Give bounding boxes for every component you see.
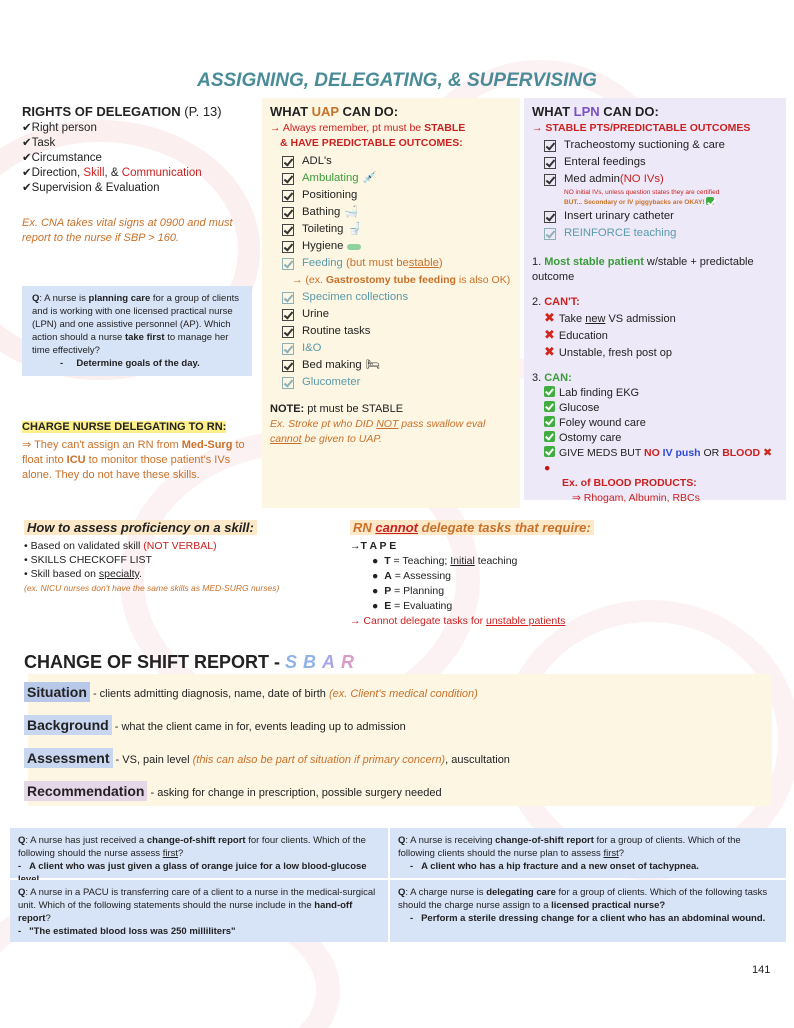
uap-predictable: & HAVE PREDICTABLE OUTCOMES:: [280, 137, 463, 149]
proficiency-section: [24, 520, 324, 595]
question-text: Q: A nurse is planning care for a group of clients and is working with one licensed practical nurse (LPN) and one assistive personnel (AP). Which action should a nurse take first to manage her time effectively?: [32, 293, 239, 356]
lpn-section: [524, 98, 786, 504]
arrow-icon: →: [270, 122, 281, 134]
rights-list: [22, 121, 252, 196]
lpn-can: 3. CAN:: [532, 372, 572, 384]
x-mark-icon: ✖: [763, 447, 773, 459]
sbar-assessment: Assessment - VS, pain level (this can also be part of situation if primary concern), auscultation: [24, 750, 770, 766]
list-item: Ambulating 💉: [282, 171, 512, 186]
list-item: Bed making 🛏: [282, 358, 512, 373]
list-item: Routine tasks: [282, 324, 512, 339]
tape-unstable: → Cannot delegate tasks for unstable patients: [350, 615, 566, 627]
checkmark-icon: ✔: [22, 152, 32, 164]
lpn-cant: 2. CAN'T:: [532, 296, 580, 308]
syringe-icon: 💉: [362, 172, 377, 184]
lpn-tiny-note: BUT... Secondary or IV piggybacks are OKAY!: [564, 197, 778, 207]
sbar-background: Background - what the client came in for, events leading up to admission: [24, 717, 770, 733]
question-box: [390, 880, 786, 942]
lpn-tiny-note: NO initial IVs, unless question states they are certified: [564, 189, 720, 196]
charge-heading: CHARGE NURSE DELEGATING TO RN:: [22, 421, 227, 433]
uap-remember: → Always remember, pt must be STABLE: [270, 122, 466, 134]
checkbox-icon: [544, 211, 556, 223]
lpn-stable: → STABLE PTS/PREDICTABLE OUTCOMES: [532, 122, 751, 134]
question-text: Q: A nurse in a PACU is transferring care of a client to a nurse in the medical-surgical unit. Which of the following statements should the nurse include in the hand-off report?: [18, 887, 376, 924]
checkbox-icon: [282, 326, 294, 338]
checkbox-icon: [544, 140, 556, 152]
proficiency-list: [24, 539, 324, 595]
question-box: [10, 828, 388, 878]
rights-example: Ex. CNA takes vital signs at 0900 and must report to the nurse if SBP > 160.: [22, 217, 233, 244]
proficiency-example: (ex. NICU nurses don't have the same skills as MED-SURG nurses): [24, 583, 280, 593]
lpn-products-list: ⇒ Rhogam, Albumin, RBCs: [572, 492, 700, 504]
question-answer: - A client who has a hip fracture and a new onset of tachypnea.: [410, 861, 699, 872]
uap-stroke-example: Ex. Stroke pt who DID NOT pass swallow eval cannot be given to UAP.: [270, 418, 486, 445]
list-item: • SKILLS CHECKOFF LIST: [24, 554, 152, 566]
checkbox-icon: [282, 224, 294, 236]
list-item: ✖ Take new VS admission: [544, 310, 676, 325]
uap-section: [262, 98, 520, 508]
list-item: ✔Right person: [22, 122, 97, 134]
charge-text: ⇒ They can't assign an RN from Med-Surg to float into ICU to monitor those patient's IVs alone. They do not have these skills.: [22, 439, 245, 481]
check-mark-icon: [544, 431, 555, 442]
toilet-icon: 🚽: [347, 223, 362, 235]
list-item: ✔Supervision & Evaluation: [22, 182, 160, 194]
check-mark-icon: [544, 446, 555, 457]
arrow-icon: →: [532, 122, 543, 134]
double-arrow-icon: ⇒: [22, 439, 32, 451]
list-item: Ostomy care: [544, 431, 778, 446]
lpn-cant-list: [544, 310, 778, 361]
lpn-most-stable: 1. Most stable patient w/stable + predictable outcome: [532, 256, 754, 283]
list-item: • Based on validated skill (NOT VERBAL): [24, 540, 217, 552]
tape-label: →T A P E: [350, 540, 397, 552]
sbar-letters: SBAR: [285, 652, 361, 672]
checkbox-icon: [282, 207, 294, 219]
list-item: ✔Task: [22, 137, 56, 149]
sbar-situation: Situation - clients admitting diagnosis, name, date of birth (ex. Client's medical condition): [24, 684, 770, 700]
list-item: ● E = Evaluating: [372, 600, 453, 612]
lpn-checklist: [544, 138, 778, 241]
tape-heading: RN cannot delegate tasks that require:: [350, 520, 594, 535]
list-item: ✔Direction, Skill, & Communication: [22, 167, 202, 179]
checkbox-icon: [544, 157, 556, 169]
checkmark-icon: ✔: [22, 167, 32, 179]
charge-nurse-section: [22, 420, 254, 483]
sbar-recommendation: Recommendation - asking for change in prescription, possible surgery needed: [24, 783, 770, 799]
list-item: Enteral feedings: [544, 155, 778, 170]
list-item: ● T = Teaching; Initial teaching: [372, 555, 518, 567]
list-item: ✖ Unstable, fresh post op: [544, 344, 673, 359]
bathtub-icon: 🛁: [344, 206, 359, 218]
arrow-icon: →: [350, 540, 361, 552]
lpn-products: Ex. of BLOOD PRODUCTS:: [562, 477, 697, 489]
list-item: ✔Circumstance: [22, 152, 102, 164]
page-number: 141: [752, 964, 771, 976]
question-text: Q: A charge nurse is delegating care for a group of clients. Which of the following tasks should the charge nurse assign to a licensed practical nurse?: [398, 887, 768, 911]
list-item: Specimen collections: [282, 290, 512, 305]
bed-icon: 🛏: [365, 359, 380, 371]
check-mark-icon: [544, 401, 555, 412]
list-item: Bathing 🛁: [282, 205, 512, 220]
uap-note: NOTE: pt must be STABLE: [270, 403, 404, 415]
list-item: Insert urinary catheter: [544, 209, 778, 224]
x-mark-icon: ✖: [544, 327, 555, 342]
checkbox-icon: [544, 228, 556, 240]
list-item: Positioning: [282, 188, 512, 203]
list-item: Glucometer: [282, 375, 512, 390]
uap-heading: WHAT UAP CAN DO:: [270, 104, 399, 119]
rights-heading: RIGHTS OF DELEGATION (P. 13): [22, 104, 222, 119]
question-answer: - A client who was just given a glass of orange juice for a low blood-glucose: [18, 861, 367, 872]
question-box-planning: [22, 286, 252, 376]
uap-checklist: [282, 154, 512, 390]
list-item: Feeding (but must be stable ): [282, 256, 512, 271]
checkbox-icon: [282, 309, 294, 321]
question-answer: - Determine goals of the day.: [60, 358, 200, 369]
checkbox-icon: [282, 343, 294, 355]
sbar-heading: CHANGE OF SHIFT REPORT - SBAR: [24, 652, 361, 672]
list-item: I&O: [282, 341, 512, 356]
arrow-icon: →: [350, 615, 361, 627]
gtube-note: → (ex. Gastrostomy tube feeding is also OK): [292, 274, 511, 286]
checkmark-icon: ✔: [22, 137, 32, 149]
check-mark-icon: [544, 386, 555, 397]
list-item: ADL's: [282, 154, 512, 169]
checkbox-icon: [282, 377, 294, 389]
list-item: ✖ Education: [544, 327, 608, 342]
checkbox-icon: [282, 241, 294, 253]
checkmark-icon: ✔: [22, 122, 32, 134]
checkbox-icon: [282, 156, 294, 168]
list-item: • Skill based on specialty.: [24, 568, 142, 580]
tape-list: [372, 554, 630, 614]
list-item: Foley wound care: [544, 416, 778, 431]
question-answer: - Perform a sterile dressing change for a client who has an abdominal wound.: [410, 913, 766, 924]
arrow-icon: →: [292, 274, 303, 286]
checkbox-icon: [282, 292, 294, 304]
lpn-can-list: [544, 386, 778, 506]
list-item: Glucose: [544, 401, 778, 416]
double-arrow-icon: ⇒: [572, 492, 581, 504]
checkbox-icon: [282, 173, 294, 185]
question-box: [10, 880, 388, 942]
list-item: ● A = Assessing: [372, 570, 452, 582]
list-item: REINFORCE teaching: [544, 226, 778, 241]
x-mark-icon: ✖: [544, 310, 555, 325]
list-item: Toileting 🚽: [282, 222, 512, 237]
soap-icon: [347, 244, 361, 250]
blood-drop-icon: ●: [544, 462, 551, 474]
tape-section: [350, 520, 630, 629]
x-mark-icon: ✖: [544, 344, 555, 359]
question-box: [390, 828, 786, 878]
list-item: Hygiene: [282, 239, 512, 254]
list-item: Lab finding EKG: [544, 386, 778, 401]
question-text: Q: A nurse has just received a change-of-shift report for four clients. Which of the following should the nurse assess first?: [18, 835, 366, 859]
list-item: Urine: [282, 307, 512, 322]
proficiency-heading: How to assess proficiency on a skill:: [24, 520, 257, 535]
check-mark-icon: [706, 197, 714, 205]
checkbox-icon: [282, 258, 294, 270]
rights-of-delegation: [22, 104, 252, 246]
question-answer: - "The estimated blood loss was 250 milliliters": [18, 926, 236, 937]
question-text: Q: A nurse is receiving change-of-shift report for a group of clients. Which of the following clients should the nurse plan to assess first?: [398, 835, 741, 859]
checkbox-icon: [282, 360, 294, 372]
check-mark-icon: [544, 416, 555, 427]
list-item: Med admin (NO IVs): [544, 172, 778, 187]
list-item: GIVE MEDS BUT NO IV push OR BLOOD ✖●: [544, 447, 773, 474]
checkmark-icon: ✔: [22, 182, 32, 194]
checkbox-icon: [544, 174, 556, 186]
page-title: ASSIGNING, DELEGATING, & SUPERVISING: [197, 70, 597, 91]
lpn-heading: WHAT LPN CAN DO:: [532, 104, 659, 119]
list-item: Tracheostomy suctioning & care: [544, 138, 778, 153]
checkbox-icon: [282, 190, 294, 202]
list-item: ● P = Planning: [372, 585, 445, 597]
